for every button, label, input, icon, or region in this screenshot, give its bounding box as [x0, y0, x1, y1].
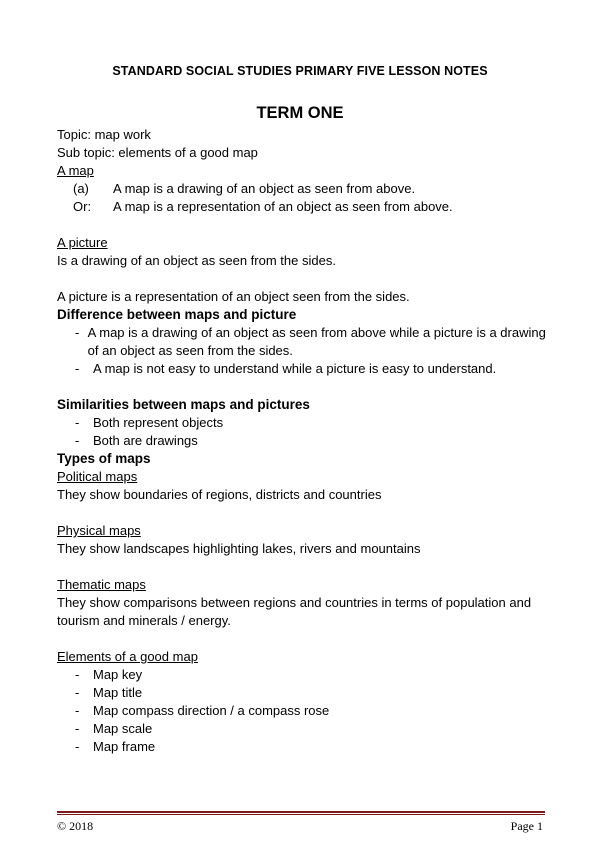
topic-line: Topic: map work	[57, 127, 151, 142]
picture-heading: A picture	[57, 235, 108, 250]
elements-heading: Elements of a good map	[57, 649, 198, 664]
list-item: - Map title	[75, 685, 143, 700]
list-item-text: A map is a drawing of an object as seen from above while a picture is a drawing of an object as seen from the sides.	[87, 325, 546, 358]
list-item-text: Map compass direction / a compass rose	[93, 703, 330, 718]
definition-marker: Or:	[73, 199, 92, 214]
definition-text: A map is a representation of an object as seen from above.	[113, 199, 453, 214]
list-item: - Both represent objects	[75, 415, 224, 430]
list-item: - Map frame	[75, 739, 156, 754]
document-body	[57, 126, 557, 756]
picture-definition-1: Is a drawing of an object as seen from the sides.	[57, 253, 336, 268]
difference-heading: Difference between maps and picture	[57, 307, 297, 322]
list-item-text: Both are drawings	[93, 433, 198, 448]
thematic-maps-heading: Thematic maps	[57, 577, 146, 592]
definition-item	[73, 180, 557, 198]
footer-divider	[57, 811, 545, 813]
list-item-text: Map scale	[93, 721, 153, 736]
list-item: - Map key	[75, 667, 143, 682]
document-title: STANDARD SOCIAL STUDIES PRIMARY FIVE LESSON NOTES	[112, 64, 488, 78]
thematic-maps-text: They show comparisons between regions and countries in terms of population and tourism and minerals / energy.	[57, 595, 532, 628]
list-item: - A map is a drawing of an object as seen from above while a picture is a drawing of an object as seen from the sides.	[75, 324, 557, 360]
similarities-heading: Similarities between maps and pictures	[57, 397, 310, 412]
definition-item	[73, 198, 557, 216]
picture-definition-2: A picture is a representation of an object seen from the sides.	[57, 289, 410, 304]
political-maps-text: They show boundaries of regions, districts and countries	[57, 487, 382, 502]
list-item: - Both are drawings	[75, 433, 198, 448]
footer-page-number: Page 1	[510, 819, 543, 833]
physical-maps-text: They show landscapes highlighting lakes, rivers and mountains	[57, 541, 421, 556]
list-item: - Map scale	[75, 721, 153, 736]
list-item: - Map compass direction / a compass rose	[75, 703, 330, 718]
physical-maps-heading: Physical maps	[57, 523, 141, 538]
list-item-text: Map frame	[93, 739, 156, 754]
types-heading: Types of maps	[57, 451, 151, 466]
map-heading: A map	[57, 163, 94, 178]
footer-copyright: © 2018	[57, 819, 94, 833]
list-item-text: Map key	[93, 667, 143, 682]
footer-divider-thin	[57, 814, 545, 815]
political-maps-heading: Political maps	[57, 469, 138, 484]
list-item-text: Map title	[93, 685, 143, 700]
list-item-text: Both represent objects	[93, 415, 224, 430]
list-item-text: A map is not easy to understand while a picture is easy to understand.	[93, 361, 497, 376]
subtopic-line: Sub topic: elements of a good map	[57, 145, 258, 160]
definition-marker: (a)	[73, 181, 89, 196]
term-heading: TERM ONE	[256, 104, 344, 122]
list-item: - A map is not easy to understand while a picture is easy to understand.	[75, 361, 497, 376]
definition-text: A map is a drawing of an object as seen from above.	[113, 181, 416, 196]
